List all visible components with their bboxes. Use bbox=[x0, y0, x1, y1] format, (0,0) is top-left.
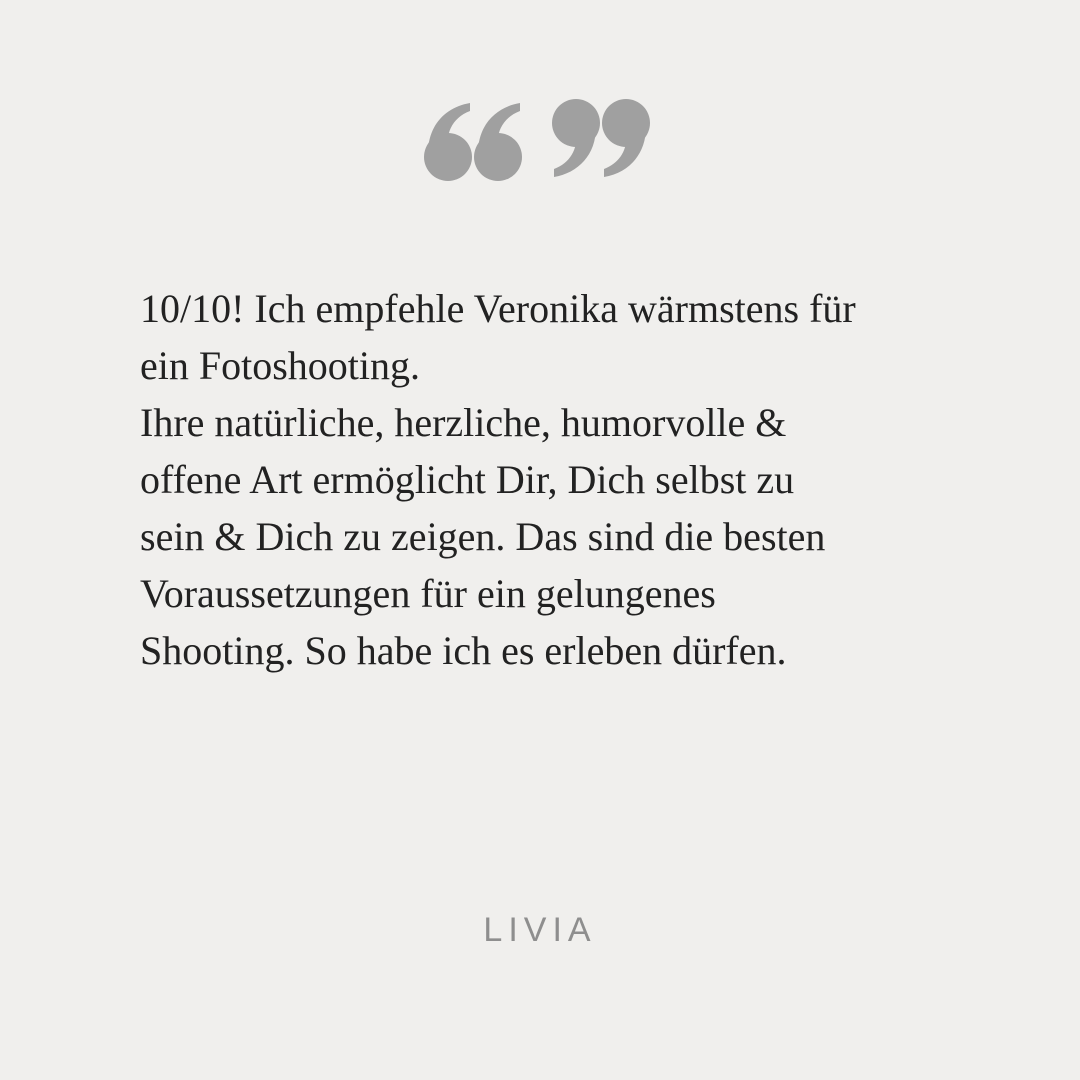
testimonial-line: sein & Dich zu zeigen. Das sind die besten bbox=[140, 514, 826, 559]
testimonial-line: Ihre natürliche, herzliche, humorvolle & bbox=[140, 400, 787, 445]
testimonial-line: Shooting. So habe ich es erleben dürfen. bbox=[140, 628, 787, 673]
author-name: LIVIA bbox=[483, 911, 597, 949]
testimonial-line: 10/10! Ich empfehle Veronika wärmstens für bbox=[140, 286, 856, 331]
testimonial-line: ein Fotoshooting. bbox=[140, 343, 421, 388]
testimonial-text bbox=[140, 280, 980, 679]
testimonial-line: Voraussetzungen für ein gelungenes bbox=[140, 571, 716, 616]
testimonial-line: offene Art ermöglicht Dir, Dich selbst zu bbox=[140, 457, 795, 502]
quote-marks-icon bbox=[0, 95, 1080, 195]
double-quotation-marks-icon bbox=[420, 95, 660, 195]
